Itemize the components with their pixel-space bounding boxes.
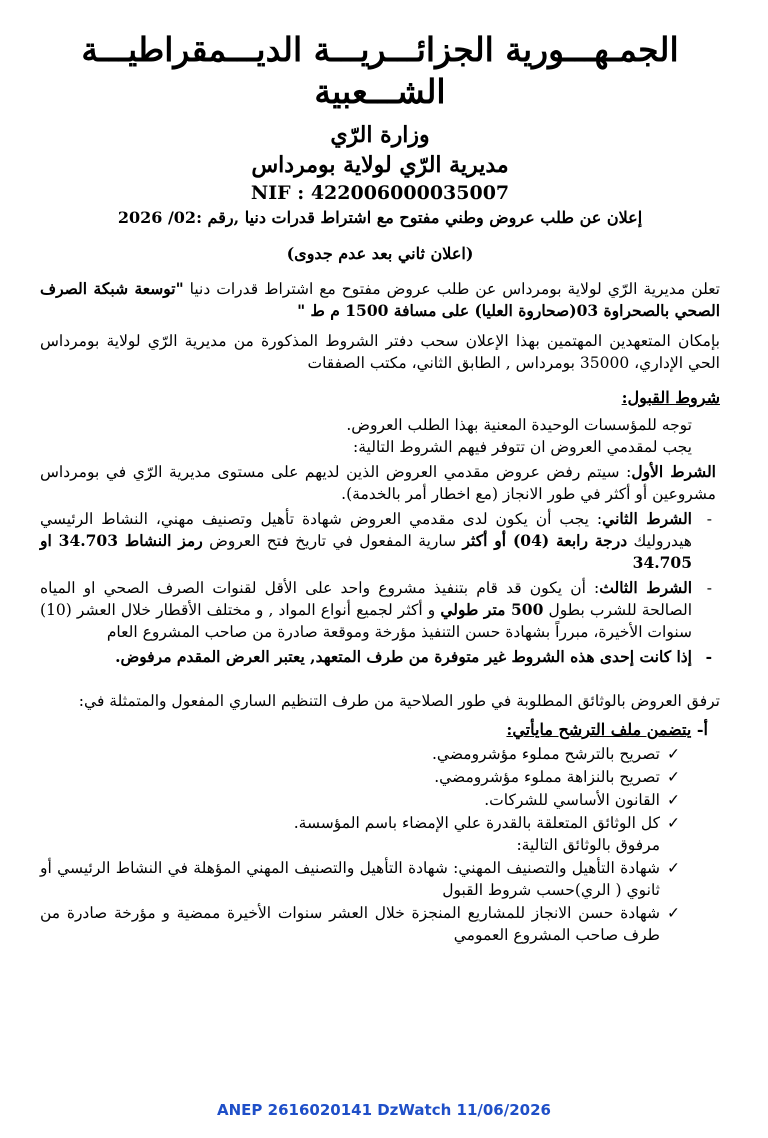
condition-third-text-b: و أكثر لجميع أنواع المواد , و مختلف الأقطار خلال العشر (10) سنوات الأخيرة، مبرراً بشهادة حسن التنفيذ مؤرخة وموقعة صادرة من صاحب المشروع العام (40, 601, 692, 641)
intro-paragraph (40, 278, 720, 322)
doc-item (40, 812, 720, 834)
announcement-title: إعلان عن طلب عروض وطني مفتوح مع اشتراط قدرات دنيا ,رقم :02/ 2026 (117, 208, 643, 227)
section-title-text: يتضمن ملف الترشح مايأتي: (506, 720, 692, 739)
doc-item-text: القانون الأساسي للشركات. (484, 791, 660, 809)
nif-number: NIF : 422006000035007 (250, 182, 510, 204)
condition-first-text: : سيتم رفض عروض مقدمي العروض الذين لديهم على مستوى مديرية الرّي في بومرداس مشروعين أو أكثر في طور الانجاز (مع اخطار أمر بالخدمة). (40, 463, 716, 503)
condition-first (40, 461, 720, 505)
documents-intro: ترفق العروض بالوثائق المطلوبة في طور الصلاحية من طرف التنظيم الساري المفعول والمتمثلة في: (78, 692, 720, 710)
dash-bullet: - (706, 510, 712, 528)
doc-item (40, 857, 720, 901)
dash-bullet: - (706, 579, 712, 597)
project-name: "توسعة شبكة الصرف الصحي بالصحراوة 03(صحاروة العليا) على مسافة 1500 م ط " (40, 279, 720, 320)
doc-item (40, 743, 720, 765)
documents-section-title (40, 718, 720, 742)
rejection-text: إذا كانت إحدى هذه الشروط غير متوفرة من طرف المتعهد, يعتبر العرض المقدم مرفوض. (115, 647, 692, 666)
checkmark-icon: ✓ (667, 904, 680, 922)
doc-item-text: شهادة حسن الانجاز للمشاريع المنجزة خلال العشر سنوات الأخيرة ممضية و مؤرخة صادرة من طرف صاحب المشروع العمومي (40, 904, 660, 944)
ministry-name: وزارة الرّي (330, 122, 430, 148)
doc-item-text: كل الوثائق المتعلقة بالقدرة علي الإمضاء باسم المؤسسة. (293, 814, 660, 832)
checkmark-icon: ✓ (667, 745, 680, 763)
intro-text: تعلن مديرية الرّي لولاية بومرداس عن طلب عروض مفتوح مع اشتراط قدرات دنيا (183, 280, 720, 298)
conditions-title: شروط القبول: (621, 388, 720, 407)
condition-third (40, 577, 720, 643)
doc-item (40, 789, 720, 811)
condition-second-text-a: : يجب أن يكون لدى مقدمي العروض شهادة تأهيل وتصنيف مهني، النشاط الرئيسي هيدروليك (40, 510, 692, 550)
doc-item (40, 902, 720, 946)
second-notice: (اعلان ثاني بعد عدم جدوى) (286, 244, 474, 263)
condition-third-text-a: : أن يكون قد قام بتنفيذ مشروع واحد على الأقل لقنوات الصرف الصحي او المياه الصالحة للشرب بطول (40, 579, 693, 619)
checkmark-icon: ✓ (667, 768, 680, 786)
doc-item-text: شهادة التأهيل والتصنيف المهني: شهادة التأهيل والتصنيف المهني المؤهلة في النشاط الرئيسي أو ثانوي ( الري)حسب شروط القبول (40, 859, 660, 899)
attached-docs-label: مرفوق بالوثائق التالية: (516, 836, 660, 854)
checkmark-icon: ✓ (667, 814, 680, 832)
republic-title-cont: الشـــعبية (314, 72, 446, 111)
condition-second-grade: درجة رابعة (04) أو أكثر (462, 531, 628, 550)
condition-second-text-b: سارية المفعول في تاريخ فتح العروض (202, 532, 463, 550)
announcement-document (40, 28, 720, 946)
doc-item-text: تصريح بالترشح مملوء مؤشرومضي. (431, 745, 660, 763)
doc-item-text: تصريح بالنزاهة مملوء مؤشرومضي. (434, 768, 660, 786)
checkmark-icon: ✓ (667, 859, 680, 877)
dash-bullet: - (705, 647, 712, 666)
checkmark-icon: ✓ (667, 791, 680, 809)
directorate-name: مديرية الرّي لولاية بومرداس (251, 152, 509, 178)
condition-second (40, 508, 720, 574)
collect-paragraph: بإمكان المتعهدين المهتمين بهذا الإعلان سحب دفتر الشروط المذكورة من مديرية الرّي لولاية بومرداس الحي الإداري، 35000 بومرداس , الطابق الثاني، مكتب الصفقات (40, 332, 720, 372)
condition-second-code: رمز النشاط 34.703 او 34.705 (40, 531, 692, 572)
conditions-line-1: توجه للمؤسسات الوحيدة المعنية بهذا الطلب العروض. (346, 416, 692, 434)
condition-third-label: الشرط الثالث (599, 578, 692, 597)
conditions-line-2: يجب لمقدمي العروض ان تتوفر فيهم الشروط التالية: (353, 438, 692, 456)
footer-reference: ANEP 2616020141 DzWatch 11/06/2026 (217, 1101, 551, 1119)
condition-first-label: الشرط الأول (631, 462, 716, 481)
condition-second-label: الشرط الثاني (602, 509, 692, 528)
section-letter: أ- (696, 720, 708, 739)
rejection-clause (40, 646, 720, 668)
doc-item (40, 766, 720, 788)
condition-third-length: 500 متر طولي (440, 600, 544, 619)
republic-title: الجمـهـــورية الجزائـــريـــة الديـــمقراطيـــة (81, 30, 679, 69)
